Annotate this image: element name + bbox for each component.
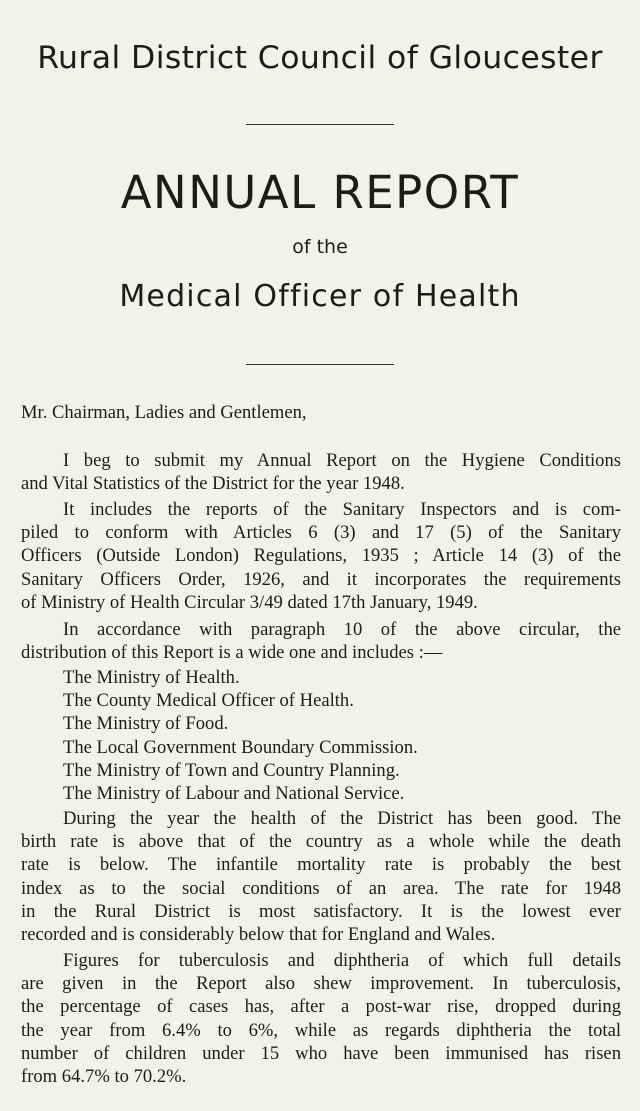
list-item: The Local Government Boundary Commission. (63, 736, 418, 758)
text-line: the year from 6.4% to 6%, while as regards diphtheria the total (21, 1019, 621, 1041)
text-line: It includes the reports of the Sanitary Inspectors and is com- (63, 499, 621, 520)
report-subtitle: Medical Officer of Health (119, 279, 521, 314)
council-name: Rural District Council of Gloucester (37, 40, 603, 76)
text-line: and Vital Statistics of the District for the year 1948. (21, 473, 405, 495)
paragraph-1 (21, 449, 621, 495)
text-line: Officers (Outside London) Regulations, 1935 ; Article 14 (3) of the (21, 545, 621, 567)
list-item: The Ministry of Food. (63, 713, 229, 735)
text-line: Figures for tuberculosis and diphtheria of which full details (63, 950, 621, 971)
list-item: The Ministry of Town and Country Planning. (63, 759, 400, 781)
text-line: are given in the Report also shew improvement. In tuberculosis, (21, 973, 621, 995)
text-line: rate is below. The infantile mortality rate is probably the best (21, 854, 621, 876)
paragraph-4 (21, 807, 621, 946)
list-item: The Ministry of Labour and National Service. (63, 783, 405, 805)
text-line: piled to conform with Articles 6 (3) and 17 (5) of the Sanitary (21, 522, 621, 544)
paragraph-2 (21, 498, 621, 614)
divider (0, 124, 640, 128)
text-line: During the year the health of the District has been good. The (63, 808, 621, 829)
salutation: Mr. Chairman, Ladies and Gentlemen, (21, 402, 307, 423)
text-line: index as to the social conditions of an area. The rate for 1948 (21, 877, 621, 899)
paragraph-3 (21, 618, 621, 664)
text-line: of Ministry of Health Circular 3/49 dated 17th January, 1949. (21, 591, 478, 613)
of-the-text: of the (292, 236, 348, 258)
text-line: the percentage of cases has, after a post-war rise, dropped during (21, 996, 621, 1018)
list-item: The Ministry of Health. (63, 667, 240, 688)
text-line: Sanitary Officers Order, 1926, and it incorporates the requirements (21, 568, 621, 590)
text-line: I beg to submit my Annual Report on the Hygiene Conditions (63, 450, 621, 471)
text-line: number of children under 15 who have been immunised has risen (21, 1042, 621, 1064)
text-line: from 64.7% to 70.2%. (21, 1066, 187, 1088)
report-title: ANNUAL REPORT (120, 166, 520, 219)
distribution-list (63, 666, 418, 805)
text-line: birth rate is above that of the country as a whole while the death (21, 831, 621, 853)
text-line: distribution of this Report is a wide one and includes :— (21, 642, 443, 664)
text-line: in the Rural District is most satisfactory. It is the lowest ever (21, 900, 621, 922)
text-line: In accordance with paragraph 10 of the above circular, the (63, 619, 621, 640)
paragraph-5 (21, 949, 621, 1088)
text-line: recorded and is considerably below that for England and Wales. (21, 924, 496, 946)
divider (0, 364, 640, 368)
list-item: The County Medical Officer of Health. (63, 690, 354, 712)
